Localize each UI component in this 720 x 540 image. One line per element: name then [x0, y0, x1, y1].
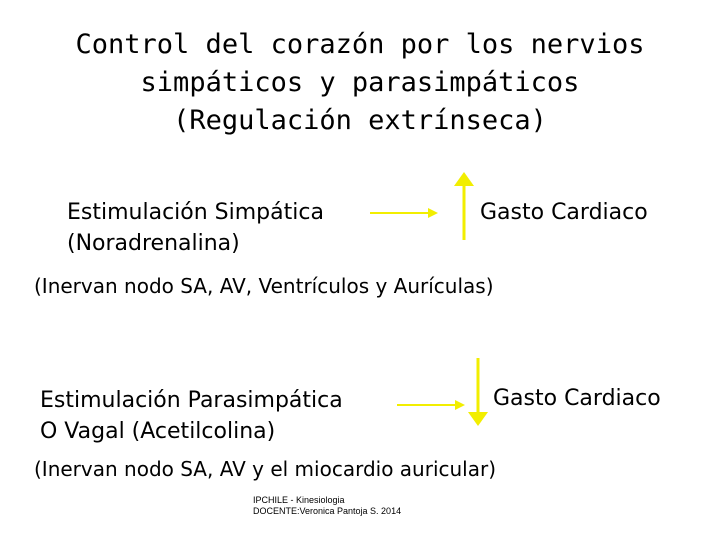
sympathetic-right-arrow-icon: [370, 205, 440, 221]
parasympathetic-right-arrow-icon: [397, 397, 467, 413]
sympathetic-stimulus-line-1: Estimulación Simpática: [67, 200, 324, 225]
footer-institution: IPCHILE - Kinesiologia: [253, 495, 345, 505]
parasympathetic-stimulus-line-1: Estimulación Parasimpática: [40, 388, 343, 413]
slide-title: [0, 26, 720, 140]
parasympathetic-stimulus: [40, 385, 343, 447]
sympathetic-stimulus-line-2: (Noradrenalina): [67, 231, 240, 256]
sympathetic-result: Gasto Cardiaco: [480, 200, 648, 225]
sympathetic-stimulus: [67, 197, 324, 259]
decrease-down-arrow-icon: [466, 356, 490, 428]
title-line-1: Control del corazón por los nervios: [75, 29, 645, 60]
parasympathetic-result: Gasto Cardiaco: [493, 386, 661, 411]
parasympathetic-innervation: (Inervan nodo SA, AV y el miocardio auricular): [34, 457, 497, 481]
sympathetic-innervation: (Inervan nodo SA, AV, Ventrículos y Aurículas): [34, 274, 494, 298]
footer: [253, 495, 401, 517]
parasympathetic-stimulus-line-2: O Vagal (Acetilcolina): [40, 419, 276, 444]
increase-up-arrow-icon: [452, 172, 476, 242]
title-line-3: (Regulación extrínseca): [173, 105, 547, 136]
title-line-2: simpáticos y parasimpáticos: [140, 67, 580, 98]
footer-teacher: DOCENTE:Veronica Pantoja S. 2014: [253, 506, 402, 516]
